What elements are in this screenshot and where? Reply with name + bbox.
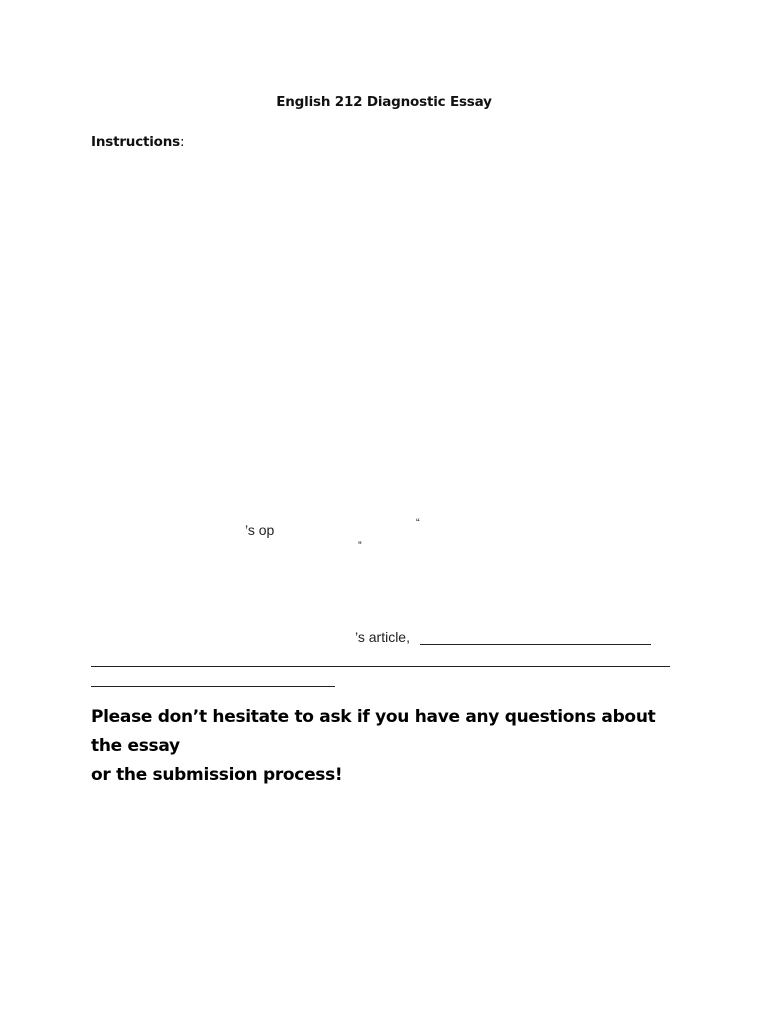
instructions-heading	[91, 134, 184, 150]
open-quote-mark: “	[416, 517, 420, 529]
blank-fill-line	[91, 666, 670, 667]
closing-note	[91, 703, 691, 790]
blank-fill-line	[91, 686, 335, 687]
page-title: English 212 Diagnostic Essay	[276, 94, 492, 110]
text-fragment-s-op: ’s op	[245, 522, 275, 538]
closing-note-line-1: Please don’t hesitate to ask if you have any questions about the essay	[91, 707, 656, 756]
instructions-label: Instructions	[91, 134, 180, 150]
text-fragment-s-article: ’s article,	[355, 629, 410, 645]
blank-fill-line	[420, 644, 651, 645]
instructions-colon: :	[180, 134, 185, 150]
closing-note-line-2: or the submission process!	[91, 765, 343, 785]
close-quote-mark: ”	[358, 540, 362, 552]
